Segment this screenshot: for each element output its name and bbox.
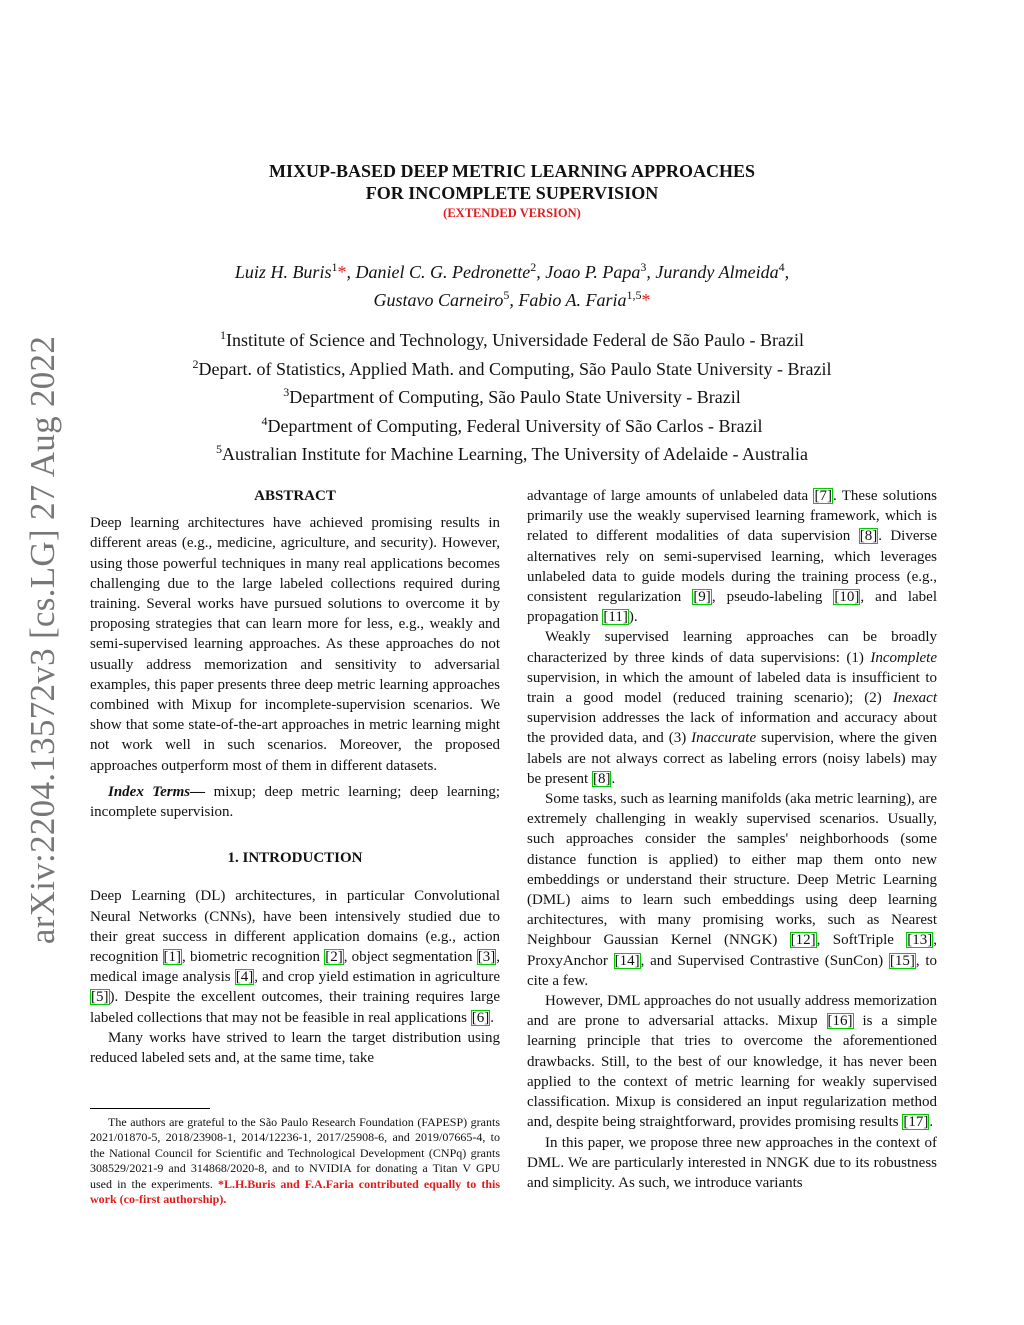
author-name: , Joao P. Papa: [536, 262, 641, 282]
author-sup: 1: [331, 260, 338, 274]
author-name: Luiz H. Buris: [234, 262, 332, 282]
text-run: , and Supervised Contrastive (SunCon): [640, 952, 889, 969]
citation-link[interactable]: [10]: [834, 589, 860, 606]
right-paragraph-5: In this paper, we propose three new approaches in the context of DML. We are particularly interested in NNGK due to its robustness and simplicity. As such, we introduce variants: [527, 1134, 937, 1191]
footnote: [90, 1115, 500, 1207]
citation-link[interactable]: [2]: [325, 949, 343, 966]
affiliation-text: Institute of Science and Technology, Universidade Federal de São Paulo - Brazil: [225, 330, 805, 350]
text-run: is a simple learning principle that tries to overcome the aforementioned drawbacks. Still, to the best of our knowledge, it has never been applied to the context of metric learning for weakly supervised classification. Mixup is considered an input regularization method and, despite being straightforward, provides promising results: [527, 1013, 937, 1131]
right-paragraph-3: [527, 789, 937, 991]
citation-link[interactable]: [14]: [614, 952, 640, 969]
citation-link[interactable]: [16]: [827, 1013, 853, 1030]
affiliation-3: [0, 381, 1024, 410]
author-name: , Jurandy Almeida: [646, 262, 779, 282]
author-line-2: [0, 284, 1024, 312]
emphasis: Inaccurate: [691, 730, 757, 747]
affiliation-text: Depart. of Statistics, Applied Math. and Computing, São Paulo State University - Brazil: [198, 358, 832, 379]
intro-paragraph-1: [90, 886, 500, 1027]
citation-link[interactable]: [17]: [903, 1114, 929, 1131]
author-name: , Daniel C. G. Pedronette: [346, 262, 531, 282]
text-run: , and crop yield estimation in agriculture: [254, 969, 500, 986]
author-list: [0, 256, 1024, 312]
text-run: However, DML approaches do not usually address memorization and are prone to adversarial attacks. Mixup: [527, 993, 937, 1030]
affiliation-4: [0, 410, 1024, 439]
citation-link[interactable]: [15]: [889, 952, 915, 969]
citation-link[interactable]: [12]: [790, 932, 816, 949]
text-run: . These solutions primarily use the weakly supervised learning framework, which is related to different modalities of data supervision: [527, 488, 937, 545]
arxiv-stamp-text: arXiv:2204.13572v3 [cs.LG] 27 Aug 2022: [23, 335, 62, 945]
text-run: ).: [628, 609, 638, 626]
footnote-rule: [90, 1108, 210, 1109]
citation-link[interactable]: [8]: [859, 528, 878, 545]
emphasis: Incomplete: [870, 649, 937, 666]
text-run: , SoftTriple: [816, 932, 907, 949]
citation-link[interactable]: [8]: [592, 770, 611, 787]
right-paragraph-1: [527, 486, 937, 627]
abstract-text: Deep learning architectures have achieved promising results in different areas (e.g., medicine, agriculture, and security). However, using those powerful techniques in many real applications becomes challenging due to the large labeled collections required during training. Several works have pursued solutions to overcome it by proposing strategies that can learn more for less, e.g., weakly and semi-supervised learning approaches. As these approaches do not usually address memorization and sensitivity to adversarial examples, this paper presents three deep metric learning approaches combined with Mixup for incomplete-supervision scenarios. We show that some state-of-the-art approaches in metric learning might not work well in such scenarios. Moreover, the proposed approaches outperform most of them in different datasets.: [90, 515, 500, 774]
citation-link[interactable]: [7]: [814, 488, 832, 504]
author-sup: 4: [778, 260, 785, 274]
text-run: supervision, where the given labels are not always correct as labeling errors (noisy labels) may be present: [527, 730, 937, 787]
footnote-highlight: *L.H.Buris and F.A.Faria contributed equally to this work (co-first authorship).: [90, 1176, 501, 1207]
footnote-text: The authors are grateful to the São Paulo Research Foundation (FAPESP) grants 2021/01870-5, 2018/23908-1, 2014/12236-1, 2017/25908-6, and 2019/07665-4, to the National Council for Scientific and Technological Development (CNPq) grants 308529/2021-9 and 314868/2020-8, and to NVIDIA for donating a Titan V GPU used in the experiments.: [90, 1115, 500, 1191]
text-run: , ProxyAnchor: [527, 932, 937, 969]
intro-paragraph-2: Many works have strived to learn the target distribution using reduced labeled sets and, at the same time, take: [90, 1029, 500, 1067]
affiliation-1: [0, 324, 1024, 353]
text-run: , to cite a few.: [527, 952, 938, 989]
text-run: .: [490, 1009, 494, 1026]
right-column: [527, 486, 937, 1193]
text-run: Deep Learning (DL) architectures, in particular Convolutional Neural Networks (CNNs), have been intensively studied due to their great success in different application domains (e.g., action recognition: [90, 888, 500, 966]
affiliation-sup: 3: [283, 385, 290, 399]
text-run: , and label propagation: [527, 589, 937, 626]
affiliation-5: [0, 438, 1024, 467]
emphasis: Inexact: [892, 690, 937, 707]
citation-link[interactable]: [13]: [907, 932, 933, 949]
version-label: (EXTENDED VERSION): [443, 206, 581, 220]
affiliation-2: [0, 353, 1024, 382]
title-line-1: MIXUP-BASED DEEP METRIC LEARNING APPROACHES: [268, 161, 756, 181]
author-sup: 2: [530, 260, 537, 274]
text-run: Some tasks, such as learning manifolds (aka metric learning), are extremely challenging in weakly supervised scenarios. Usually, such approaches consider the samples' neighborhoods (some distance function is applied) to either map them onto new embeddings or understand their structure. Deep Metric Learning (DML) aims to learn such embeddings using deep learning architectures, with many promising works, such as Nearest Neighbour Gaussian Kernel (NNGK): [527, 791, 937, 949]
co-first-star: *: [641, 290, 651, 310]
affiliation-text: Australian Institute for Machine Learning, The University of Adelaide - Australia: [221, 444, 808, 464]
text-run: .: [929, 1114, 934, 1131]
text-run: , medical image analysis: [90, 949, 500, 986]
author-separator: ,: [784, 262, 790, 282]
abstract-heading: ABSTRACT: [254, 488, 336, 504]
citation-link[interactable]: [6]: [471, 1009, 490, 1026]
citation-link[interactable]: [5]: [91, 989, 109, 1006]
citation-link[interactable]: [1]: [163, 949, 182, 966]
text-run: , object segmentation: [343, 949, 477, 966]
citation-link[interactable]: [11]: [603, 609, 628, 626]
author-line-1: [0, 256, 1024, 284]
citation-link[interactable]: [4]: [235, 969, 254, 986]
paper-title: [0, 160, 1024, 204]
text-run: Weakly supervised learning approaches can be broadly characterized by three kinds of data supervisions: (1): [527, 629, 937, 666]
co-first-star: *: [337, 262, 347, 282]
intro-heading: 1. INTRODUCTION: [227, 850, 363, 867]
text-run: , pseudo-labeling: [711, 589, 834, 606]
title-line-2: FOR INCOMPLETE SUPERVISION: [365, 183, 659, 203]
index-terms: [90, 782, 500, 822]
right-paragraph-2: [527, 627, 937, 789]
index-terms-text: mixup; deep metric learning; deep learning; incomplete supervision.: [90, 783, 501, 821]
text-run: . Diverse alternatives rely on semi-supervised learning, which leverages unlabeled data to guide models during the training process (e.g., consistent regularization: [527, 528, 937, 606]
author-sup: 3: [640, 260, 647, 274]
citation-link[interactable]: [9]: [693, 589, 711, 606]
text-run: advantage of large amounts of unlabeled data: [527, 488, 814, 504]
index-terms-label: Index Terms—: [108, 783, 206, 800]
affiliation-sup: 2: [192, 356, 199, 371]
left-column: [90, 486, 500, 1068]
text-run: supervision, in which the amount of labeled data is insufficient to train a good model (reduced training scenario); (2): [527, 669, 937, 707]
affiliation-sup: 1: [219, 328, 226, 342]
author-sup: 5: [503, 288, 510, 302]
affiliation-sup: 5: [215, 442, 222, 456]
text-run: supervision addresses the lack of information and accuracy about the provided data, and (3): [527, 710, 937, 747]
affiliation-text: Department of Computing, São Paulo State University - Brazil: [289, 387, 741, 407]
author-name: , Fabio A. Faria: [509, 290, 627, 310]
text-run: .: [611, 770, 616, 787]
text-run: ). Despite the excellent outcomes, their training requires large labeled collections that may not be feasible in real applications: [90, 989, 500, 1026]
author-name: Gustavo Carneiro: [373, 290, 504, 310]
affiliations: [0, 324, 1024, 467]
right-paragraph-4: [527, 991, 937, 1132]
affiliation-text: Department of Computing, Federal University of São Carlos - Brazil: [267, 415, 763, 436]
affiliation-sup: 4: [261, 413, 268, 428]
author-sup: 1,5: [626, 288, 642, 302]
citation-link[interactable]: [3]: [477, 949, 496, 966]
text-run: , biometric recognition: [182, 949, 325, 966]
